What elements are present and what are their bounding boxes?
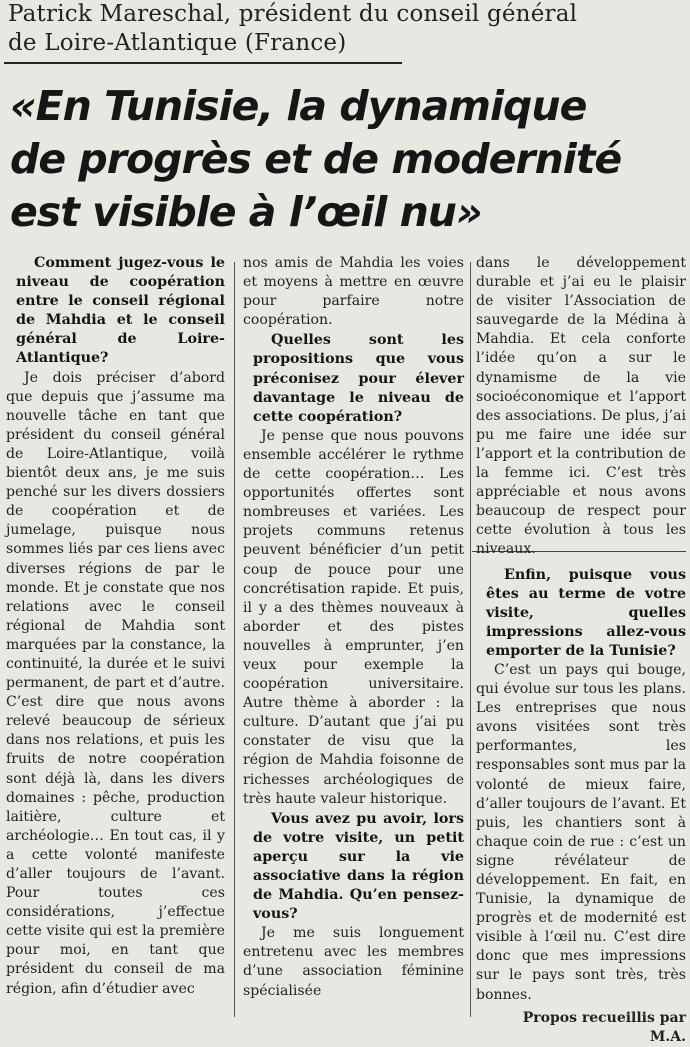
kicker-line-2: de Loire-Atlantique (France) — [8, 30, 347, 56]
question-1: Comment jugez-vous le niveau de coopération entre le conseil régional de Mahdia et le conseil général de Loire-Atlantique? — [16, 255, 225, 367]
article-column-1 — [6, 254, 225, 1022]
kicker — [8, 0, 688, 58]
answer-1: Je dois préciser d’abord que depuis que j’assume ma nouvelle tâche en tant que président du conseil général de Loire-Atlantique, voilà bientôt deux ans, je me suis penché sur les divers dossiers de coopération et de jumelage, puisque nous sommes liés par ces liens avec diverses régions de par le monde. Et je constate que nos relations avec le conseil régional de Mahdia sont marquées par la constance, la continuité, la durée et le suivi permanent, de part et d’autre. C’est dire que nous avons relevé beaucoup de sérieux dans nos relations, et puis les fruits de notre coopération sont déjà là, dans les divers domaines : pêche, production laitière, culture et archéologie… En tout cas, il y a cette volonté manifeste d’aller toujours de l’avant. Pour toutes ces considérations, j’effectue cette visite qui est la première pour moi, en tant que président du conseil de ma région, afin d’étudier avec — [6, 369, 225, 997]
answer-3-continued: dans le développement durable et j’ai eu le plaisir de visiter l’Association de sauvegarde de la Médina à Mahdia. Et cela conforte l’idée qu’on a sur le dynamisme de la vie socioéconomique et l’apport des associations. De plus, j’ai pu me faire une idée sur l’apport et la contribution de la femme ici. C’est très appréciable et nous avons beaucoup de respect pour cette évolution à tous les niveaux. — [476, 255, 686, 558]
kicker-underline — [4, 62, 402, 64]
headline-line-1: «En Tunisie, la dynamique — [10, 82, 587, 130]
article-column-2 — [243, 254, 464, 1022]
answer-4: C’est un pays qui bouge, qui évolue sur tous les plans. Les entreprises que nous avons visitées sont très performantes, les responsables sont mus par la volonté de mieux faire, d’aller toujours de l’avant. Et puis, les chantiers sont à chaque coin de rue : c’est un signe révélateur de développement. En fait, en Tunisie, la dynamique de progrès et de modernité est visible à l’œil nu. C’est dire donc que mes impressions sur le pays sont très, très bonnes. — [476, 661, 686, 1003]
column-divider-2 — [470, 262, 471, 1017]
byline — [476, 1009, 686, 1047]
answer-3: Je me suis longuement entretenu avec les membres d’une association féminine spécialisée — [243, 925, 464, 999]
byline-line-1: Propos recueillis par — [522, 1009, 686, 1026]
headline-line-2: de progrès et de modernité — [10, 135, 622, 183]
question-4: Enfin, puisque vous êtes au terme de votre visite, quelles impressions allez-vous emporter de la Tunisie? — [486, 566, 686, 659]
question-2: Quelles sont les propositions que vous préconisez pour élever davantage le niveau de cette coopération? — [253, 332, 464, 425]
kicker-line-1: Patrick Mareschal, président du conseil général — [8, 1, 578, 27]
answer-1-continued: nos amis de Mahdia les voies et moyens à mettre en œuvre pour parfaire notre coopération. — [243, 255, 464, 329]
answer-2: Je pense que nous pouvons ensemble accélérer le rythme de cette coopération… Les opportunités offertes sont nombreuses et variées. Les projets communs retenus peuvent bénéficier d’un petit coup de pouce pour une concrétisation rapide. Et puis, il y a des thèmes nouveaux à aborder et des pistes nouvelles à emprunter, j’en veux pour exemple la coopération universitaire. Autre thème à aborder : la culture. D’autant que j’ai pu constater de visu que la région de Mahdia foisonne de richesses archéologiques de très haute valeur historique. — [243, 427, 464, 807]
question-3: Vous avez pu avoir, lors de votre visite, un petit aperçu sur la vie associative dans la région de Mahdia. Qu’en pensez-vous? — [253, 810, 464, 923]
column-divider-1 — [234, 262, 235, 1017]
headline — [10, 80, 682, 239]
article-column-3 — [476, 254, 686, 1045]
byline-author: M.A. — [649, 1028, 686, 1045]
headline-line-3: est visible à l’œil nu» — [10, 188, 482, 236]
